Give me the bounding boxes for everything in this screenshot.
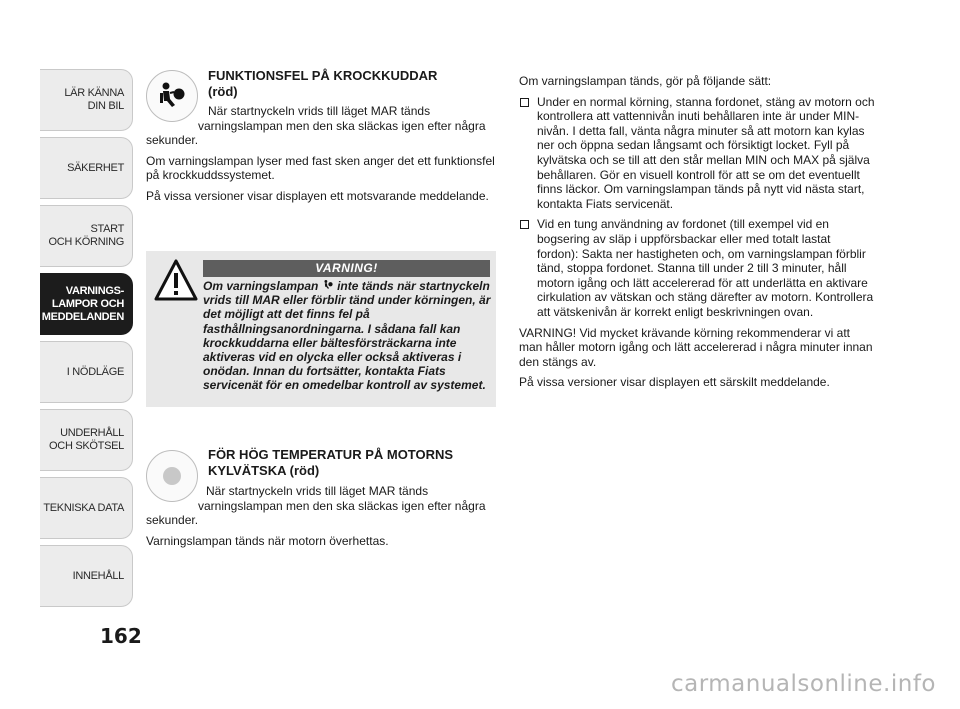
coolant-paragraph-2: Varningslampan tänds när motorn överhettas. — [146, 533, 389, 548]
procedure-list — [519, 95, 875, 320]
tab-sakerhet[interactable]: SÄKERHET — [40, 137, 133, 199]
airbag-paragraph-3: På vissa versioner visar displayen ett motsvarande meddelande. — [146, 188, 489, 203]
page-number: 162 — [100, 624, 142, 648]
airbag-paragraph-2: Om varningslampan lyser med fast sken anger det ett funktionsfel på krockkuddssystemet. — [146, 153, 495, 183]
airbag-section — [146, 68, 496, 210]
coolant-temperature-icon — [146, 450, 198, 502]
coolant-section — [146, 447, 496, 554]
right-intro: Om varningslampan tänds, gör på följande sätt: — [519, 74, 772, 88]
airbag-title: FUNKTIONSFEL PÅ KROCKKUDDAR (röd) — [208, 68, 438, 99]
airbag-inline-icon — [322, 279, 334, 291]
watermark: carmanualsonline.info — [670, 671, 936, 697]
tab-start-och-korning[interactable]: START OCH KÖRNING — [40, 205, 133, 267]
list-item: Under en normal körning, stanna fordonet, stäng av motorn och kontrollera att vattennivån inuti behållaren inte är under MIN-nivån. I detta fall, vänta några minuter så att motorn kan kylas ner och öppna sedan långsamt och försiktigt locket. Fyll på kylvätska och se till att den står mellan MIN och MAX på själva behållaren. Gör en visuell kontroll för att se om det eventuellt finns läckor. Om varningslampan tänds på nytt vid nästa start, kontakta Fiats servicenät. — [519, 95, 875, 212]
right-display-paragraph: På vissa versioner visar displayen ett särskilt meddelande. — [519, 375, 830, 390]
coolant-title: FÖR HÖG TEMPERATUR PÅ MOTORNS KYLVÄTSKA (röd) — [208, 447, 454, 478]
airbag-warning-icon — [146, 70, 198, 122]
right-column — [519, 74, 875, 396]
warning-box — [146, 251, 496, 407]
tab-tekniska-data[interactable]: TEKNISKA DATA — [40, 477, 133, 539]
list-item: Vid en tung användning av fordonet (till exempel vid en bogsering av släp i uppförsbackar eller med totalt lastat fordon): Sakta ner hastigheten och, om varningslampan förblir tänd, stoppa fordonet. Stanna till under 2 till 3 minuter, håll motorn igång och lätt accelererad för att underlätta en aktivare cirkulation av vätskan och stäng därefter av motorn. Kontrollera att vätskenivån är korrekt enligt beskrivningen ovan. — [519, 217, 875, 319]
right-varning-paragraph: VARNING! Vid mycket krävande körning rekommenderar vi att man håller motorn igång och lätt accelererad i några minuter innan den stängs av. — [519, 325, 873, 369]
tab-varningslampor-och-meddelanden[interactable]: VARNINGS- LAMPOR OCH MEDDELANDEN — [40, 273, 133, 335]
tab-i-nodlage[interactable]: I NÖDLÄGE — [40, 341, 133, 403]
tab-innehall[interactable]: INNEHÅLL — [40, 545, 133, 607]
tab-lar-kanna-din-bil[interactable]: LÄR KÄNNA DIN BIL — [40, 69, 133, 131]
warning-header: VARNING! — [203, 260, 490, 277]
warning-text: Om varningslampan inte tänds när startnyckeln vrids till MAR eller förblir tänd under körningen, är det möjligt att det finns fel på fasthållningsanordningarna. I sådana fall kan krockkuddarna eller bältesförsträckarna inte aktiveras vid en olycka eller också aktiveras i onödan. Innan du fortsätter, kontakta Fiats servicenät för en omedelbar kontroll av systemet. — [203, 279, 491, 393]
coolant-paragraph-1: När startnyckeln vrids till läget MAR tänds varningslampan men den ska släckas igen efter några sekunder. — [146, 484, 486, 528]
chapter-tabs — [40, 69, 133, 613]
airbag-paragraph-1: När startnyckeln vrids till läget MAR tänds varningslampan men den ska släckas igen efter några sekunder. — [146, 104, 486, 148]
tab-underhall-och-skotsel[interactable]: UNDERHÅLL OCH SKÖTSEL — [40, 409, 133, 471]
